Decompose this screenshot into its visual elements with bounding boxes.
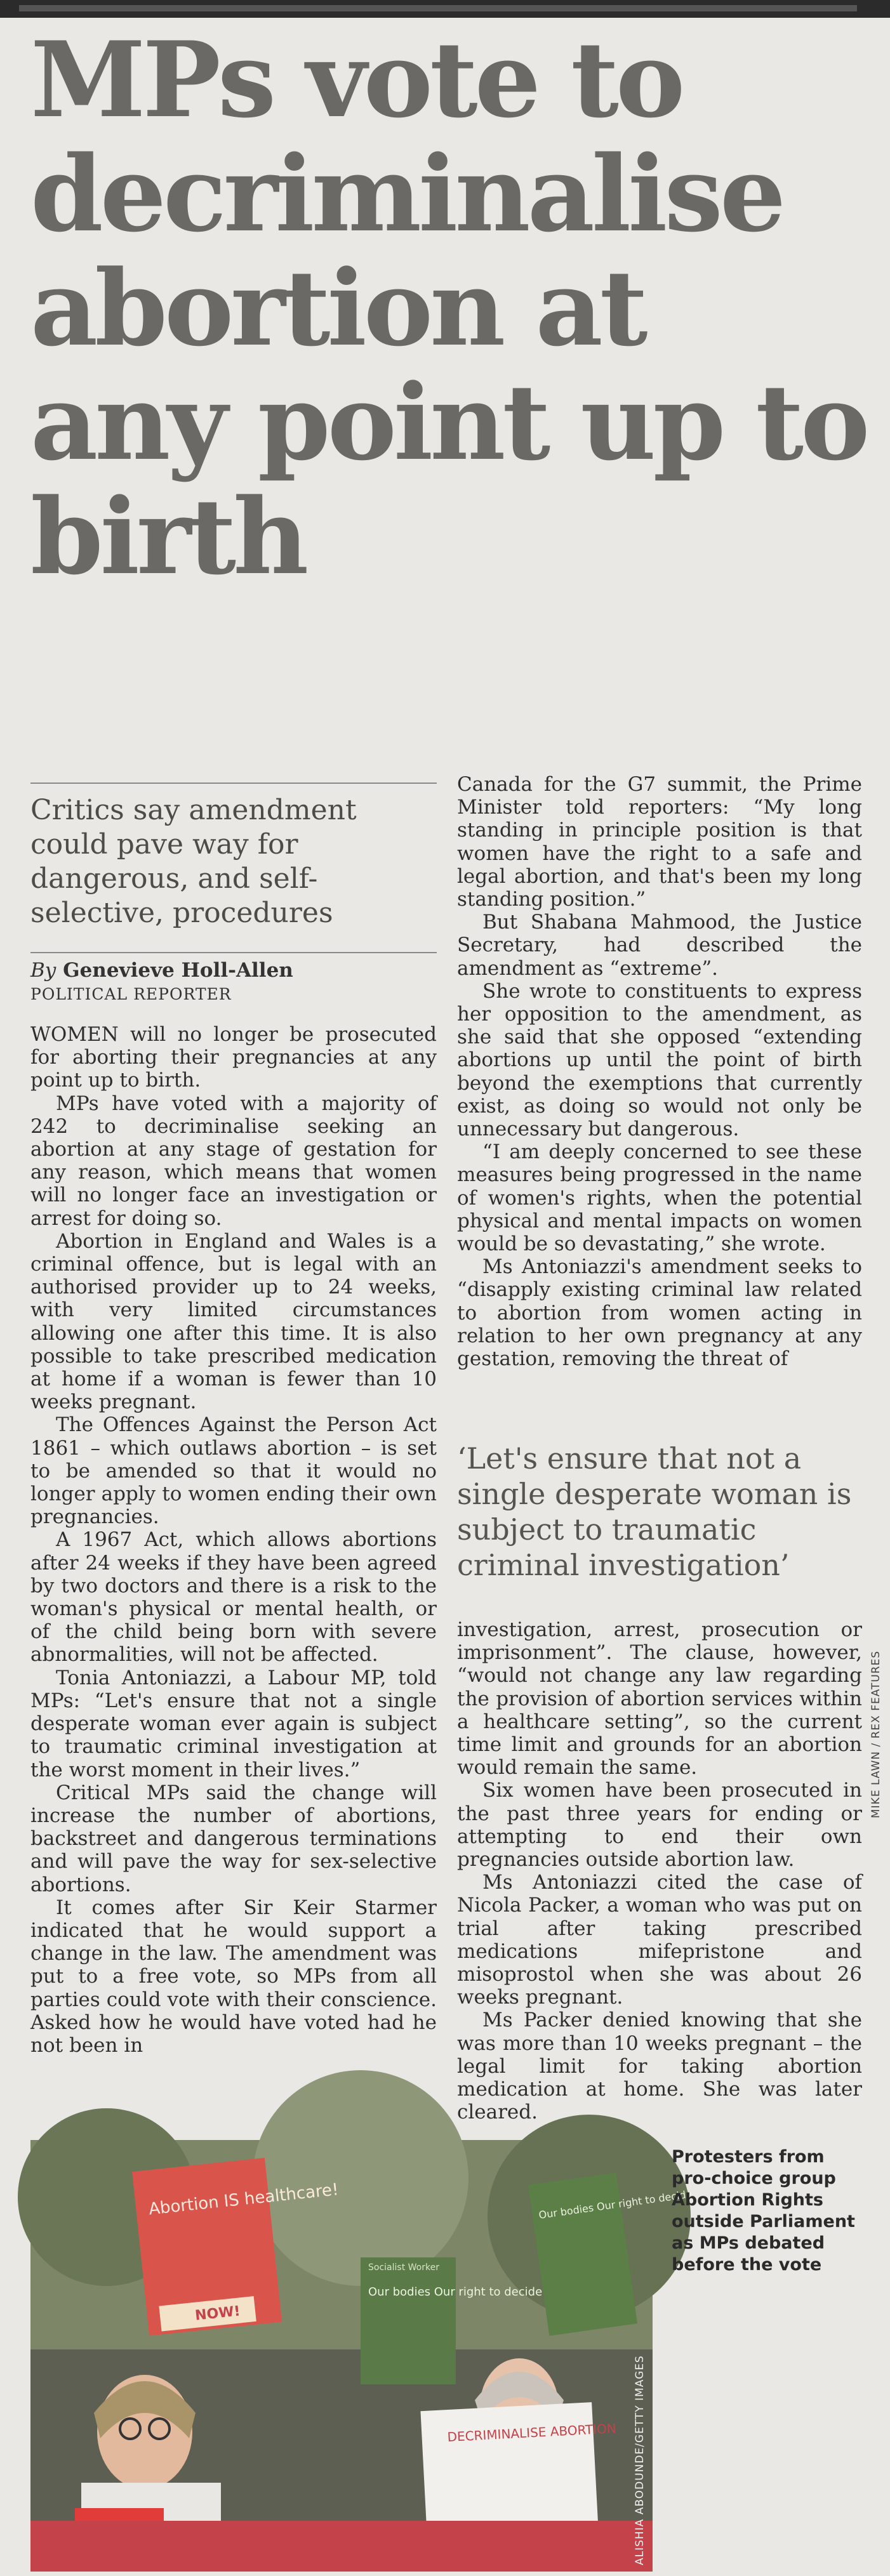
byline — [30, 958, 437, 982]
sign-text: DECRIMINALISE ABORTION — [446, 2421, 617, 2445]
paragraph: But Shabana Mahmood, the Justice Secretary, had described the amendment as “extreme”. — [457, 911, 862, 980]
body-column-right-bottom — [457, 1618, 862, 2124]
byline-name: Genevieve Holl-Allen — [63, 959, 293, 982]
body-column-left — [30, 1023, 437, 2057]
paragraph: Abortion in England and Wales is a criminal offence, but is legal with an authorised provider up to 24 weeks, with very limited circumstances allowing one after this time. It is also possible to take prescribed medication at home if a woman is fewer than 10 weeks pregnant. — [30, 1229, 437, 1414]
paragraph: MPs have voted with a majority of 242 to decriminalise seeking an abortion at any stage of gestation for any reason, which means that women will no longer face an investigation or arrest for doing so. — [30, 1092, 437, 1230]
paragraph: WOMEN will no longer be prosecuted for aborting their pregnancies at any point up to birth. — [30, 1023, 437, 1092]
paragraph: Critical MPs said the change will increase the number of abortions, backstreet and dangerous terminations and will pave the way for sex-selective abortions. — [30, 1781, 437, 1896]
pull-quote: ‘Let's ensure that not a single desperate woman is subject to traumatic criminal investigation’ — [457, 1441, 852, 1582]
paragraph: Ms Antoniazzi cited the case of Nicola Packer, a woman who was put on trial after taking prescribed medications mifepristone and misoprostol when she was about 26 weeks pregnant. — [457, 1871, 862, 2009]
sign-text: Our bodies Our right to decide — [538, 2188, 693, 2221]
headline: MPs vote to decriminalise abortion at any point up to birth — [30, 18, 867, 598]
standfirst: Critics say amendment could pave way for dangerous, and self-selective, procedures — [30, 794, 357, 929]
paragraph: “I am deeply concerned to see these measures being progressed in the name of women's rights, when the potential physical and mental impacts on women would be so devastating,” she wrote. — [457, 1140, 862, 1256]
body-column-right-top — [457, 773, 862, 1370]
paragraph: Ms Antoniazzi's amendment seeks to “disapply existing criminal law related to abortion from women acting in relation to her own pregnancy at any gestation, removing the threat of — [457, 1255, 862, 1371]
sign-text: Our bodies Our right to decide — [368, 2285, 543, 2299]
paragraph: She wrote to constituents to express her opposition to the amendment, as she said that she opposed “extending abortions up until the point of birth beyond the exemptions that currently exist, as doing so would not only be unnecessary but dangerous. — [457, 979, 862, 1141]
standfirst-rule — [30, 783, 437, 784]
paragraph: Ms Packer denied knowing that she was more than 10 weeks pregnant – the legal limit for taking abortion medication at home. She was later cleared. — [457, 2009, 862, 2124]
paragraph: The Offences Against the Person Act 1861 – which outlaws abortion – is set to be amended so that it would no longer apply to women ending their own pregnancies. — [30, 1413, 437, 1529]
byline-rule — [30, 952, 437, 953]
protest-photo — [30, 2140, 693, 2572]
paragraph: Six women have been prosecuted in the past three years for ending or attempting to end their own pregnancies outside abortion law. — [457, 1779, 862, 1872]
paragraph: It comes after Sir Keir Starmer indicated that he would support a change in the law. The amendment was put to a free vote, so MPs from all parties could vote with their conscience. Asked how he would have voted had he not been in — [30, 1896, 437, 2057]
sign-text: Socialist Worker — [368, 2262, 439, 2273]
page-top-edge — [0, 0, 890, 18]
photo-caption: Protesters from pro-choice group Abortion Rights outside Parliament as MPs debated before the vote — [672, 2147, 855, 2275]
paragraph: A 1967 Act, which allows abortions after 24 weeks if they have been agreed by two doctors and there is a risk to the woman's physical or mental health, or of the child being born with severe abnormalities, will not be affected. — [30, 1528, 437, 1667]
photo-credit: MIKE LAWN / REX FEATURES — [870, 1650, 882, 1818]
paragraph: Tonia Antoniazzi, a Labour MP, told MPs: “Let's ensure that not a single desperate woman ever again is subject to traumatic criminal investigation at the worst moment in their lives.” — [30, 1666, 437, 1781]
paragraph: Canada for the G7 summit, the Prime Minister told reporters: “My long standing in principle position is that women have the right to a safe and legal abortion, and that's been my long standing position.” — [457, 773, 862, 911]
byline-prefix: By — [30, 959, 56, 982]
byline-role: POLITICAL REPORTER — [30, 985, 232, 1003]
sign-text: Abortion IS healthcare! — [147, 2180, 340, 2219]
protest-photo-illustration — [30, 2140, 693, 2572]
sign-text: NOW! — [194, 2303, 241, 2324]
paragraph: investigation, arrest, prosecution or imprisonment”. The clause, however, “would not change any law regarding the provision of abortion services within a healthcare setting”, so the current time limit and grounds for an abortion would remain the same. — [457, 1618, 862, 1780]
photo-credit: ALISHIA ABODUNDE/GETTY IMAGES — [634, 2355, 646, 2565]
